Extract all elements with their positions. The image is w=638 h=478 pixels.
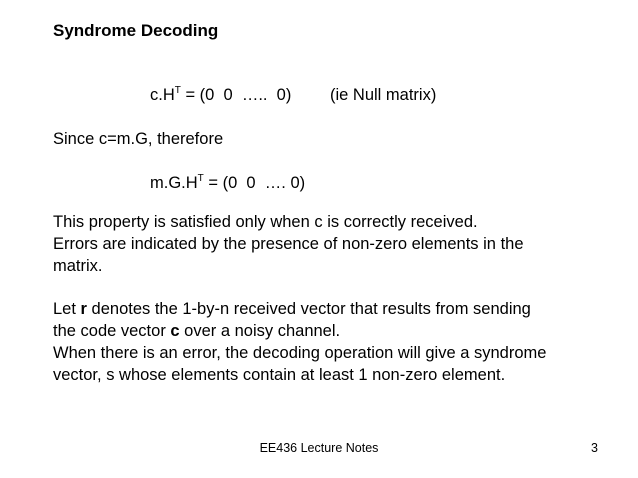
paragraph-line [53,320,613,342]
vector-r: r [80,300,87,318]
equation-mgh [150,172,305,194]
page-number: 3 [591,441,598,455]
equation-rhs: = (0 0 ….. 0) [180,86,292,104]
equation-note: (ie Null matrix) [330,86,437,104]
equation-lhs: c.H [150,86,175,104]
vector-c: c [170,322,180,340]
paragraph-line [53,298,613,320]
transpose-superscript: T [174,85,181,96]
received-vector-paragraph [53,298,613,386]
text-run: the code vector [53,322,171,340]
paragraph-line: When there is an error, the decoding operation will give a syndrome [53,344,547,362]
equation-rhs: = (0 0 …. 0) [203,174,306,192]
text-run: over a noisy channel. [179,322,341,340]
property-paragraph [53,211,613,277]
equation-null-matrix [150,84,291,106]
footer-title: EE436 Lecture Notes [259,441,379,455]
slide-title: Syndrome Decoding [53,21,219,40]
text-run: Let [53,300,81,318]
since-line: Since c=m.G, therefore [53,130,224,148]
paragraph-line: matrix. [53,257,103,275]
transpose-superscript: T [197,173,204,184]
paragraph-line: Errors are indicated by the presence of non-zero elements in the [53,235,524,253]
text-run: denotes the 1-by-n received vector that results from sending [86,300,531,318]
equation-lhs: m.G.H [150,174,198,192]
paragraph-line: vector, s whose elements contain at least 1 non-zero element. [53,366,506,384]
paragraph-line: This property is satisfied only when c is correctly received. [53,213,478,231]
